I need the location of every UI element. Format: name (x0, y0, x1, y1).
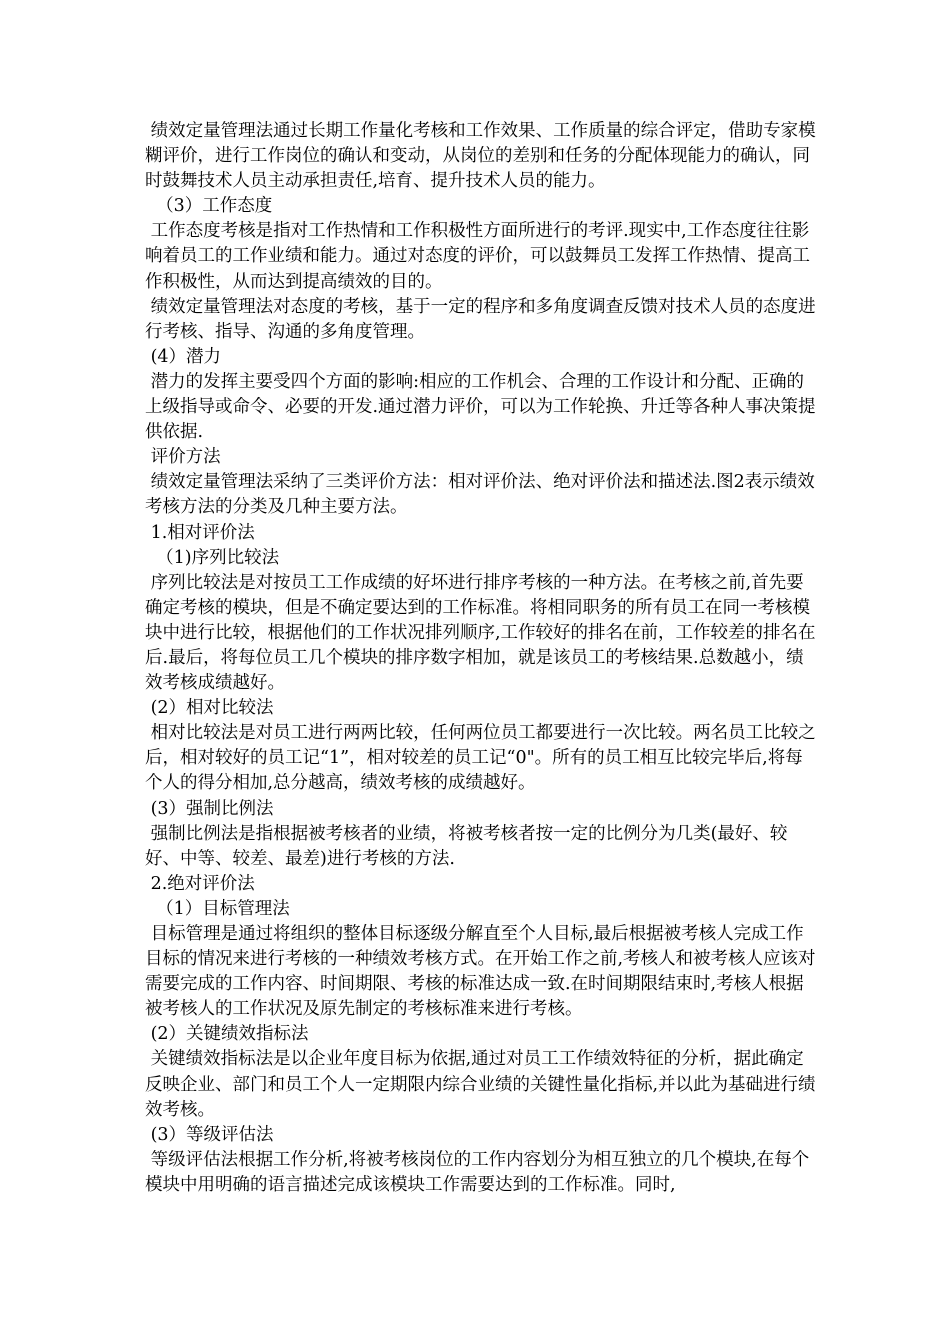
paragraph: 序列比较法是对按员工工作成绩的好坏进行排序考核的一种方法。在考核之前,首先要确定考核的模块，但是不确定要达到的工作标准。将相同职务的所有员工在同一考核模块中进行比较，根据他们的工作状况排列顺序,工作较好的排名在前，工作较差的排名在后.最后，将每位员工几个模块的排序数字相加，就是该员工的考核结果.总数越小，绩效考核成绩越好。 (145, 572, 816, 694)
paragraph: 目标管理是通过将组织的整体目标逐级分解直至个人目标,最后根据被考核人完成工作目标的情况来进行考核的一种绩效考核方式。在开始工作之前,考核人和被考核人应该对需要完成的工作内容、时间期限、考核的标准达成一致.在时间期限结束时,考核人根据被考核人的工作状况及原先制定的考核标准来进行考核。 (145, 924, 816, 1020)
paragraph: 相对比较法是对员工进行两两比较，任何两位员工都要进行一次比较。两名员工比较之后，相对较好的员工记“1”，相对较差的员工记“0"。所有的员工相互比较完毕后,将每个人的得分相加,总分越高，绩效考核的成绩越好。 (145, 723, 816, 794)
section-heading: （3）工作态度 (145, 196, 273, 217)
subsection-heading: （1)序列比较法 (145, 547, 280, 568)
paragraph: 绩效定量管理法采纳了三类评价方法：相对评价法、绝对评价法和描述法.图2表示绩效考核方法的分类及几种主要方法。 (145, 472, 815, 518)
section-heading: 1.相对评价法 (145, 522, 255, 543)
paragraph: 绩效定量管理法对态度的考核，基于一定的程序和多角度调查反馈对技术人员的态度进行考核、指导、沟通的多角度管理。 (145, 296, 816, 342)
paragraph: 潜力的发挥主要受四个方面的影响:相应的工作机会、合理的工作设计和分配、正确的上级指导或命令、必要的开发.通过潜力评价，可以为工作轮换、升迁等各种人事决策提供依据. (145, 371, 816, 443)
paragraph: 强制比例法是指根据被考核者的业绩，将被考核者按一定的比例分为几类(最好、较好、中等、较差、最差)进行考核的方法. (145, 823, 788, 869)
paragraph: 工作态度考核是指对工作热情和工作积极性方面所进行的考评.现实中,工作态度往往影响着员工的工作业绩和能力。通过对态度的评价，可以鼓舞员工发挥工作热情、提高工作积极性，从而达到提高绩效的目的。 (145, 221, 810, 292)
document-page (145, 119, 817, 1198)
subsection-heading: (3）等级评估法 (145, 1124, 274, 1145)
subsection-heading: (3）强制比例法 (145, 798, 274, 819)
section-heading: 评价方法 (145, 447, 221, 468)
paragraph: 绩效定量管理法通过长期工作量化考核和工作效果、工作质量的综合评定，借助专家模糊评价，进行工作岗位的确认和变动，从岗位的差别和任务的分配体现能力的确认，同时鼓舞技术人员主动承担责任,培育、提升技术人员的能力。 (145, 121, 816, 192)
subsection-heading: （1）目标管理法 (145, 898, 290, 919)
paragraph: 等级评估法根据工作分析,将被考核岗位的工作内容划分为相互独立的几个模块,在每个模块中用明确的语言描述完成该模块工作需要达到的工作标准。同时, (145, 1149, 810, 1195)
paragraph: 关键绩效指标法是以企业年度目标为依据,通过对员工工作绩效特征的分析，据此确定反映企业、部门和员工个人一定期限内综合业绩的关键性量化指标,并以此为基础进行绩效考核。 (145, 1049, 816, 1120)
subsection-heading: (2）相对比较法 (145, 698, 274, 719)
section-heading: 2.绝对评价法 (145, 873, 255, 894)
subsection-heading: (2）关键绩效指标法 (145, 1024, 309, 1045)
section-heading: (4）潜力 (145, 346, 222, 367)
